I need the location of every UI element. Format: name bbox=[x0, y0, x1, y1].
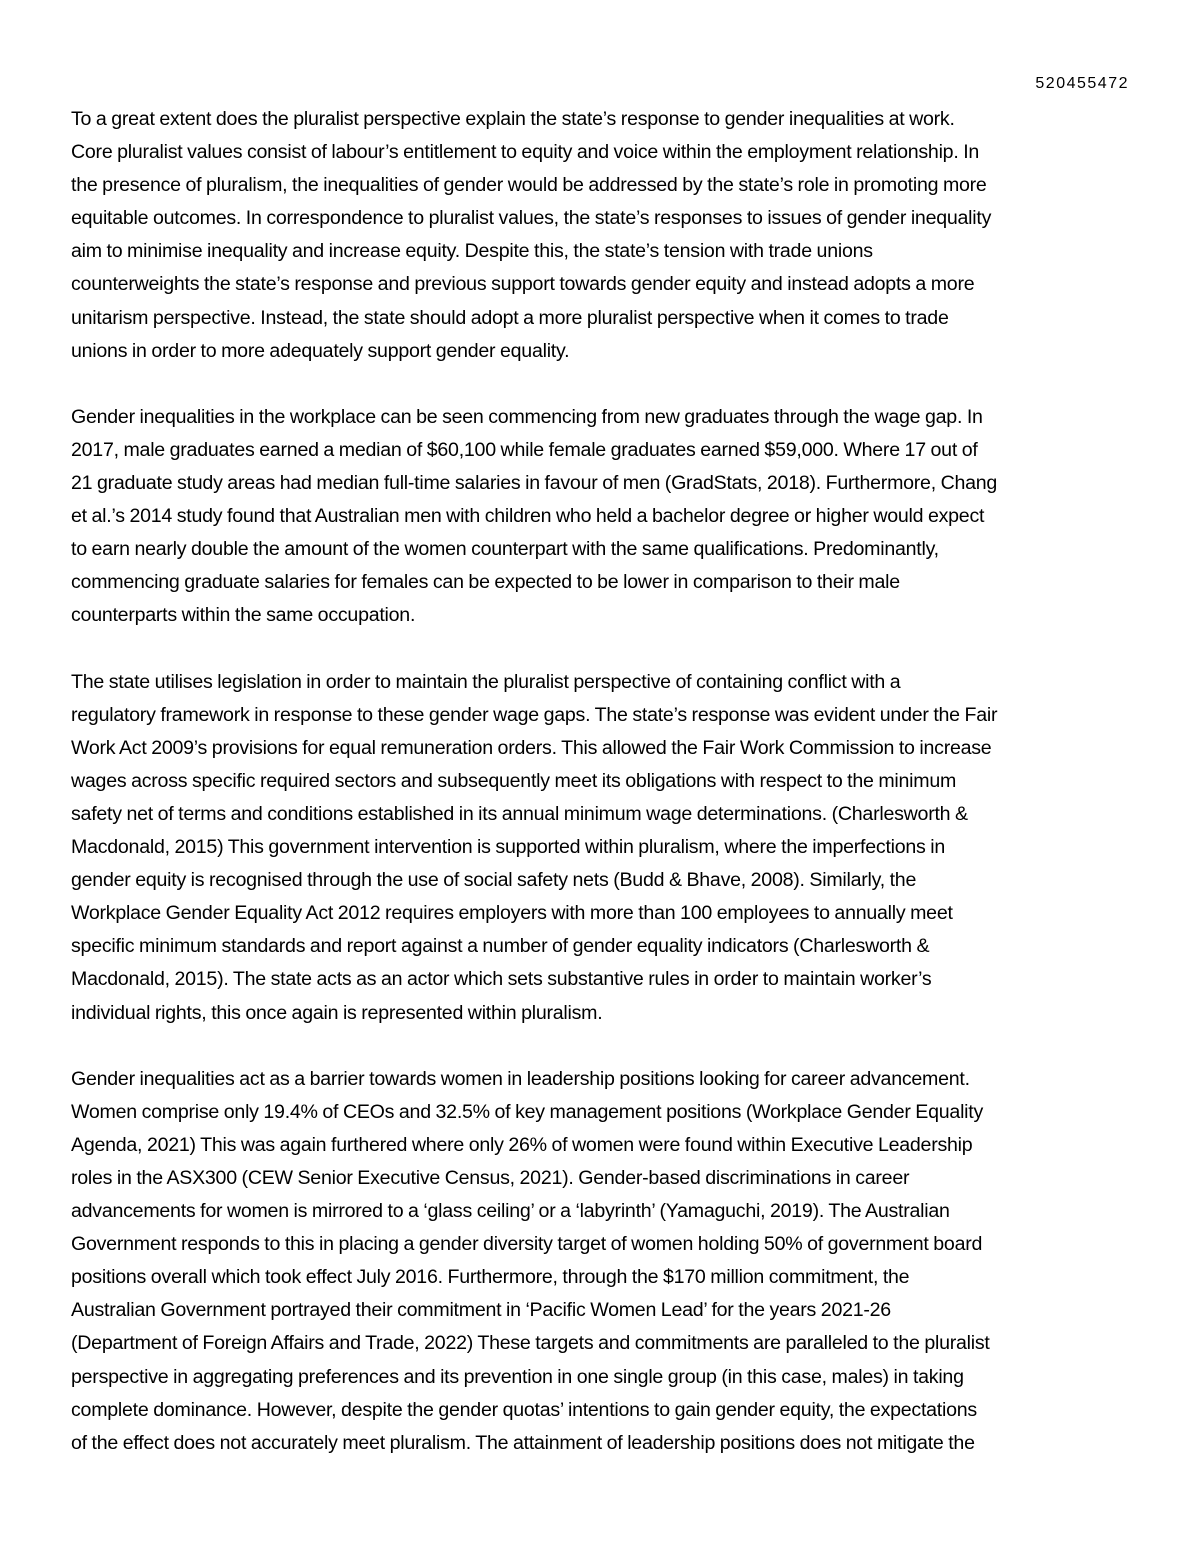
text-line: positions overall which took effect July 2016. Furthermore, through the $170 million commitment, the bbox=[71, 1266, 910, 1289]
text-line: counterparts within the same occupation. bbox=[71, 604, 416, 627]
text-line: counterweights the state’s response and previous support towards gender equity and instead adopts a more bbox=[71, 273, 975, 296]
text-line: (Department of Foreign Affairs and Trade, 2022) These targets and commitments are paralleled to the pluralist bbox=[71, 1332, 990, 1355]
text-line: Core pluralist values consist of labour’s entitlement to equity and voice within the employment relationship. In bbox=[71, 141, 980, 164]
text-line: safety net of terms and conditions established in its annual minimum wage determinations. (Charlesworth & bbox=[71, 802, 968, 825]
text-line: complete dominance. However, despite the gender quotas’ intentions to gain gender equity, the expectations bbox=[71, 1398, 977, 1421]
text-line: gender equity is recognised through the use of social safety nets (Budd & Bhave, 2008). Similarly, the bbox=[71, 869, 917, 892]
text-line: 21 graduate study areas had median full-time salaries in favour of men (GradStats, 2018). Furthermore, Chang bbox=[71, 472, 998, 495]
text-line: 2017, male graduates earned a median of $60,100 while female graduates earned $59,000. Where 17 out of bbox=[71, 438, 978, 461]
text-line: equitable outcomes. In correspondence to pluralist values, the state’s responses to issues of gender inequality bbox=[71, 207, 992, 230]
text-line: the presence of pluralism, the inequalities of gender would be addressed by the state’s role in promoting more bbox=[71, 174, 987, 197]
text-line: specific minimum standards and report against a number of gender equality indicators (Charlesworth & bbox=[71, 935, 930, 958]
text-line: unions in order to more adequately support gender equality. bbox=[71, 339, 570, 362]
text-line: et al.’s 2014 study found that Australian men with children who held a bachelor degree or higher would expect bbox=[71, 505, 985, 528]
paragraph-spacer bbox=[71, 1030, 1141, 1063]
text-line: Work Act 2009’s provisions for equal remuneration orders. This allowed the Fair Work Commission to increase bbox=[71, 736, 992, 759]
text-line: Workplace Gender Equality Act 2012 requires employers with more than 100 employees to annually meet bbox=[71, 902, 953, 925]
text-line: wages across specific required sectors and subsequently meet its obligations with respect to the minimum bbox=[71, 769, 957, 792]
text-line: To a great extent does the pluralist perspective explain the state’s response to gender inequalities at work. bbox=[71, 108, 955, 130]
text-line: Gender inequalities in the workplace can be seen commencing from new graduates through the wage gap. In bbox=[71, 405, 983, 428]
text-line: Government responds to this in placing a gender diversity target of women holding 50% of government board bbox=[71, 1233, 983, 1256]
student-id-header: 520455472 bbox=[1035, 75, 1129, 92]
text-line: perspective in aggregating preferences and its prevention in one single group (in this case, males) in taking bbox=[71, 1365, 964, 1388]
paragraph-4 bbox=[71, 1063, 1141, 1460]
text-line: to earn nearly double the amount of the women counterpart with the same qualifications. Predominantly, bbox=[71, 538, 939, 561]
document-body bbox=[71, 103, 1141, 1460]
text-line: Agenda, 2021) This was again furthered where only 26% of women were found within Executive Leadership bbox=[71, 1133, 973, 1156]
text-line: roles in the ASX300 (CEW Senior Executive Census, 2021). Gender-based discriminations in career bbox=[71, 1167, 910, 1189]
text-line: of the effect does not accurately meet pluralism. The attainment of leadership positions does not mitigate the bbox=[71, 1431, 975, 1454]
paragraph-3 bbox=[71, 666, 1141, 1030]
text-line: Macdonald, 2015). The state acts as an actor which sets substantive rules in order to maintain worker’s bbox=[71, 968, 932, 991]
text-line: The state utilises legislation in order to maintain the pluralist perspective of containing conflict with a bbox=[71, 670, 901, 693]
text-line: commencing graduate salaries for females can be expected to be lower in comparison to their male bbox=[71, 571, 900, 594]
paragraph-spacer bbox=[71, 633, 1141, 666]
paragraph-spacer bbox=[71, 368, 1141, 401]
text-line: aim to minimise inequality and increase equity. Despite this, the state’s tension with trade unions bbox=[71, 240, 873, 263]
text-line: Macdonald, 2015) This government intervention is supported within pluralism, where the imperfections in bbox=[71, 836, 946, 859]
text-line: Australian Government portrayed their commitment in ‘Pacific Women Lead’ for the years 2021-26 bbox=[71, 1299, 891, 1322]
text-line: advancements for women is mirrored to a ‘glass ceiling’ or a ‘labyrinth’ (Yamaguchi, 2019). The Australian bbox=[71, 1200, 950, 1223]
text-line: unitarism perspective. Instead, the state should adopt a more pluralist perspective when it comes to trade bbox=[71, 306, 949, 329]
text-line: Gender inequalities act as a barrier towards women in leadership positions looking for career advancement. bbox=[71, 1067, 970, 1090]
text-line: Women comprise only 19.4% of CEOs and 32.5% of key management positions (Workplace Gender Equality bbox=[71, 1100, 984, 1123]
text-line: individual rights, this once again is represented within pluralism. bbox=[71, 1001, 603, 1024]
paragraph-1 bbox=[71, 103, 1141, 368]
paragraph-2 bbox=[71, 401, 1141, 633]
text-line: regulatory framework in response to these gender wage gaps. The state’s response was evident under the Fair bbox=[71, 703, 998, 726]
